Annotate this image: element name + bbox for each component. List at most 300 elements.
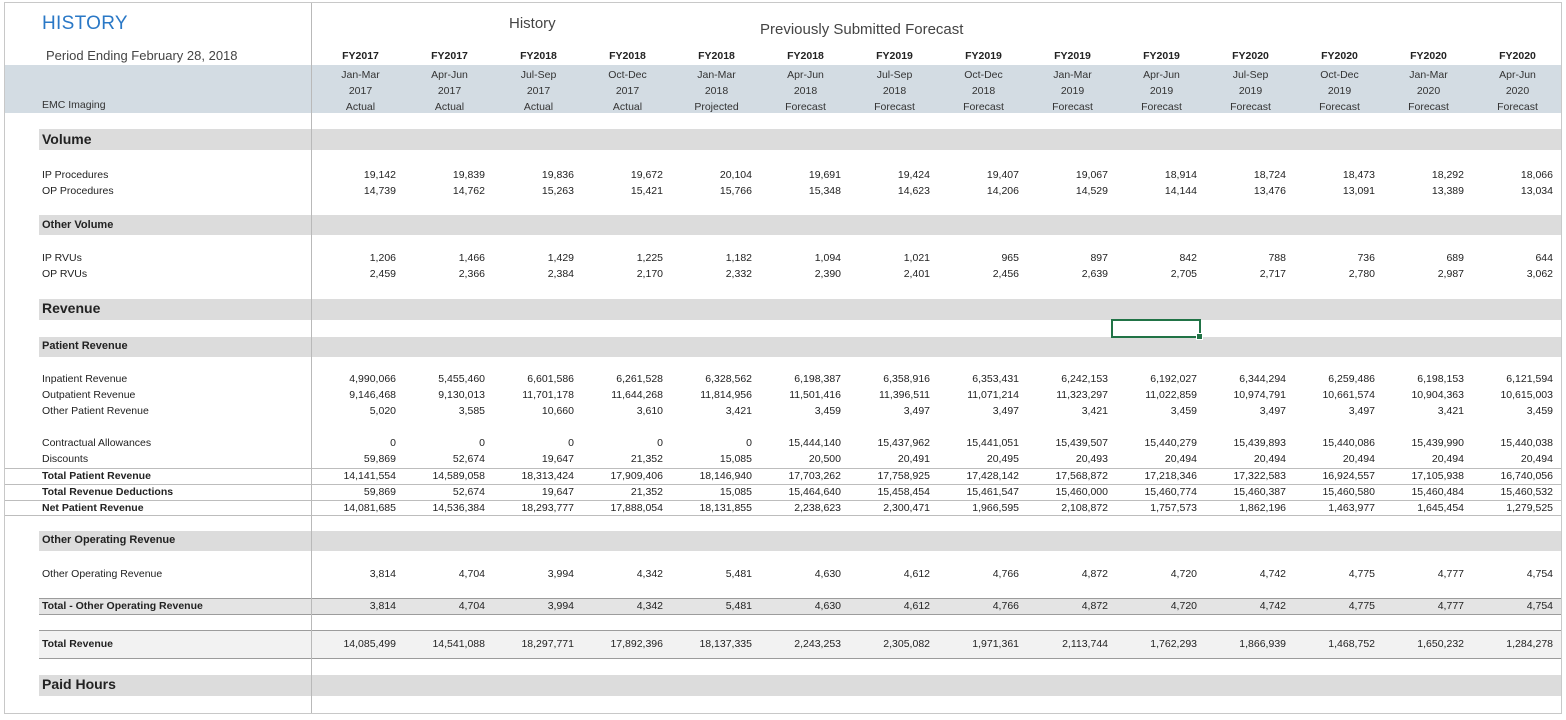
cell-value[interactable]: 3,497 — [903, 405, 930, 417]
cell-value[interactable]: 3,459 — [1170, 405, 1197, 417]
frozen-pane-divider — [311, 3, 312, 713]
cell-value[interactable]: 2,238,623 — [794, 502, 841, 514]
cell-value[interactable]: 19,647 — [541, 453, 574, 465]
cell-value[interactable]: 1,866,939 — [1239, 638, 1286, 650]
cell-value[interactable]: 21,352 — [630, 486, 663, 498]
cell-value[interactable]: 17,892,396 — [610, 638, 663, 650]
cell-value[interactable]: 3,497 — [1259, 405, 1286, 417]
cell-value[interactable]: 736 — [1357, 252, 1375, 264]
cell-value[interactable]: 19,142 — [363, 169, 396, 181]
cell-value[interactable]: 14,536,384 — [432, 502, 485, 514]
row-label: Inpatient Revenue — [42, 373, 128, 385]
cell-value[interactable]: 15,439,507 — [1055, 437, 1108, 449]
cell-value[interactable]: 6,344,294 — [1239, 373, 1286, 385]
cell-value[interactable]: 11,701,178 — [522, 389, 574, 401]
row-other-patient-revenue[interactable] — [5, 404, 1561, 420]
cell-value[interactable]: 2,401 — [903, 268, 930, 280]
cell-value[interactable]: 15,421 — [630, 185, 663, 197]
cell-value[interactable]: 15,460,387 — [1233, 486, 1286, 498]
cell-value[interactable]: 4,342 — [636, 568, 663, 580]
cell-value[interactable]: 6,242,153 — [1061, 373, 1108, 385]
cell-value[interactable]: 4,872 — [1081, 568, 1108, 580]
cell-value[interactable]: 20,494 — [1520, 453, 1553, 465]
column-header[interactable] — [1117, 65, 1206, 113]
cell-value[interactable]: 4,742 — [1259, 600, 1286, 612]
cell-value[interactable]: 6,192,027 — [1150, 373, 1197, 385]
cell-value[interactable]: 21,352 — [630, 453, 663, 465]
section-band-other-operating-revenue — [39, 531, 1561, 551]
cell-value[interactable]: 20,494 — [1431, 453, 1464, 465]
cell-value[interactable]: 15,441,051 — [966, 437, 1019, 449]
column-header-year: 2020 — [1416, 85, 1441, 97]
cell-value[interactable]: 3,814 — [369, 600, 396, 612]
row-label: Total Revenue Deductions — [42, 486, 174, 498]
cell-value[interactable]: 15,460,484 — [1411, 486, 1464, 498]
cell-value[interactable]: 4,720 — [1170, 568, 1197, 580]
cell-value[interactable]: 4,766 — [992, 600, 1019, 612]
cell-value[interactable]: 1,862,196 — [1239, 502, 1286, 514]
column-header-year: 2020 — [1505, 85, 1530, 97]
column-header-range: Oct-Dec — [964, 69, 1003, 81]
cell-value[interactable]: 897 — [1090, 252, 1108, 264]
cell-value[interactable]: 2,987 — [1437, 268, 1464, 280]
cell-value[interactable]: 1,094 — [814, 252, 841, 264]
cell-value[interactable]: 1,429 — [547, 252, 574, 264]
cell-value[interactable]: 11,396,511 — [879, 389, 930, 401]
column-header-range: Apr-Jun — [431, 69, 468, 81]
column-header-year: 2018 — [793, 85, 818, 97]
cell-value[interactable]: 18,313,424 — [521, 470, 574, 482]
cell-value[interactable]: 2,384 — [547, 268, 574, 280]
cell-value[interactable]: 5,481 — [725, 600, 752, 612]
cell-value[interactable]: 4,754 — [1526, 568, 1553, 580]
column-header[interactable] — [850, 65, 939, 113]
cell-value[interactable]: 14,081,685 — [343, 502, 396, 514]
column-header-year: 2019 — [1327, 85, 1352, 97]
cell-value[interactable]: 4,775 — [1348, 568, 1375, 580]
cell-value[interactable]: 4,630 — [814, 600, 841, 612]
row-label: Total Revenue — [42, 638, 113, 650]
cell-value[interactable]: 6,358,916 — [883, 373, 930, 385]
row-net-patient-revenue[interactable] — [5, 500, 1561, 516]
section-revenue: Revenue — [42, 300, 101, 316]
cell-value[interactable]: 1,021 — [903, 252, 930, 264]
cell-value[interactable]: 2,639 — [1081, 268, 1108, 280]
cell-value[interactable]: 13,389 — [1431, 185, 1464, 197]
column-fy-label: FY2019 — [1054, 50, 1091, 62]
cell-value[interactable]: 0 — [390, 437, 396, 449]
cell-value[interactable]: 15,440,038 — [1500, 437, 1553, 449]
cell-value[interactable]: 10,660 — [541, 405, 574, 417]
row-label: Contractual Allowances — [42, 437, 152, 449]
cell-value[interactable]: 19,836 — [541, 169, 574, 181]
cell-value[interactable]: 11,022,859 — [1145, 389, 1197, 401]
column-header[interactable] — [1295, 65, 1384, 113]
cell-value[interactable]: 13,476 — [1253, 185, 1286, 197]
column-fy-label: FY2018 — [520, 50, 557, 62]
column-header-type: Projected — [694, 101, 739, 113]
cell-value[interactable]: 17,428,142 — [966, 470, 1019, 482]
column-header-year: 2019 — [1149, 85, 1174, 97]
cell-value[interactable]: 17,322,583 — [1233, 470, 1286, 482]
cell-value[interactable]: 10,615,003 — [1500, 389, 1553, 401]
cell-value[interactable]: 15,464,640 — [788, 486, 841, 498]
cell-value[interactable]: 4,342 — [636, 600, 663, 612]
row-contractual-allowances[interactable] — [5, 436, 1561, 452]
cell-value[interactable]: 6,328,562 — [705, 373, 752, 385]
section-patient-revenue: Patient Revenue — [42, 340, 128, 352]
cell-value[interactable]: 19,839 — [452, 169, 485, 181]
column-fy-label: FY2019 — [965, 50, 1002, 62]
cell-value[interactable]: 14,589,058 — [432, 470, 485, 482]
cell-value[interactable]: 4,872 — [1081, 600, 1108, 612]
cell-value[interactable]: 10,661,574 — [1322, 389, 1375, 401]
cell-value[interactable]: 9,130,013 — [438, 389, 485, 401]
cell-value[interactable]: 17,888,054 — [610, 502, 663, 514]
cell-value[interactable]: 2,108,872 — [1061, 502, 1108, 514]
cell-value[interactable]: 0 — [657, 437, 663, 449]
row-other-operating-revenue[interactable] — [5, 567, 1561, 583]
cell-value[interactable]: 15,460,000 — [1055, 486, 1108, 498]
section-band-other-volume — [39, 215, 1561, 235]
cell-value[interactable]: 11,814,956 — [700, 389, 752, 401]
cell-value[interactable]: 20,493 — [1075, 453, 1108, 465]
column-header[interactable] — [1028, 65, 1117, 113]
cell-value[interactable]: 20,494 — [1342, 453, 1375, 465]
row-label: IP Procedures — [42, 169, 109, 181]
column-header[interactable] — [1473, 65, 1562, 113]
cell-value[interactable]: 14,529 — [1075, 185, 1108, 197]
entity-label: EMC Imaging — [42, 99, 106, 111]
cell-value[interactable]: 59,869 — [363, 486, 396, 498]
column-fy-label: FY2019 — [876, 50, 913, 62]
cell-value[interactable]: 1,182 — [725, 252, 752, 264]
column-header[interactable] — [583, 65, 672, 113]
cell-value[interactable]: 5,020 — [369, 405, 396, 417]
cell-value[interactable]: 20,494 — [1164, 453, 1197, 465]
cell-value[interactable]: 15,461,547 — [966, 486, 1019, 498]
cell-value[interactable]: 4,742 — [1259, 568, 1286, 580]
column-header-year: 2019 — [1238, 85, 1263, 97]
cell-value[interactable]: 13,091 — [1342, 185, 1375, 197]
column-header-type: Actual — [612, 101, 643, 113]
cell-value[interactable]: 788 — [1268, 252, 1286, 264]
cell-value[interactable]: 2,170 — [636, 268, 663, 280]
cell-value[interactable]: 1,762,293 — [1150, 638, 1197, 650]
cell-value[interactable]: 4,766 — [992, 568, 1019, 580]
column-fy-label: FY2020 — [1410, 50, 1447, 62]
cell-value[interactable]: 5,481 — [725, 568, 752, 580]
cell-value[interactable]: 17,218,346 — [1144, 470, 1197, 482]
column-header-range: Jul-Sep — [520, 69, 557, 81]
cell-value[interactable]: 1,468,752 — [1328, 638, 1375, 650]
cell-value[interactable]: 11,071,214 — [967, 389, 1019, 401]
cell-value[interactable]: 2,366 — [458, 268, 485, 280]
selected-cell[interactable] — [1111, 319, 1201, 338]
cell-value[interactable]: 3,497 — [992, 405, 1019, 417]
cell-value[interactable]: 17,703,262 — [788, 470, 841, 482]
cell-value[interactable]: 15,263 — [541, 185, 574, 197]
cell-value[interactable]: 6,198,153 — [1417, 373, 1464, 385]
column-header-type: Actual — [523, 101, 554, 113]
forecast-group-label: Previously Submitted Forecast — [760, 21, 964, 38]
column-header[interactable] — [494, 65, 583, 113]
cell-value[interactable]: 18,131,855 — [699, 502, 752, 514]
cell-value[interactable]: 19,407 — [986, 169, 1019, 181]
cell-value[interactable]: 2,305,082 — [883, 638, 930, 650]
cell-value[interactable]: 1,645,454 — [1417, 502, 1464, 514]
cell-value[interactable]: 6,353,431 — [972, 373, 1019, 385]
cell-value[interactable]: 17,909,406 — [610, 470, 663, 482]
cell-value[interactable]: 3,585 — [458, 405, 485, 417]
cell-value[interactable]: 6,261,528 — [616, 373, 663, 385]
cell-value[interactable]: 644 — [1535, 252, 1553, 264]
column-header-type: Forecast — [963, 101, 1004, 113]
column-header[interactable] — [672, 65, 761, 113]
cell-value[interactable]: 20,104 — [719, 169, 752, 181]
cell-value[interactable]: 19,067 — [1075, 169, 1108, 181]
cell-value[interactable]: 19,672 — [630, 169, 663, 181]
cell-value[interactable]: 15,458,454 — [877, 486, 930, 498]
page-title: HISTORY — [42, 13, 128, 34]
row-label: IP RVUs — [42, 252, 82, 264]
cell-value[interactable]: 15,439,893 — [1233, 437, 1286, 449]
cell-value[interactable]: 1,206 — [369, 252, 396, 264]
cell-value[interactable]: 1,225 — [636, 252, 663, 264]
cell-value[interactable]: 4,777 — [1437, 600, 1464, 612]
cell-value[interactable]: 19,424 — [897, 169, 930, 181]
column-header-type: Forecast — [1052, 101, 1093, 113]
column-header-range: Jan-Mar — [1409, 69, 1448, 81]
row-op-procedures[interactable] — [5, 184, 1561, 200]
cell-value[interactable]: 3,610 — [636, 405, 663, 417]
cell-value[interactable]: 2,300,471 — [883, 502, 930, 514]
cell-value[interactable]: 18,297,771 — [521, 638, 574, 650]
column-header-range: Jan-Mar — [341, 69, 380, 81]
cell-value[interactable]: 14,623 — [897, 185, 930, 197]
cell-value[interactable]: 4,704 — [458, 600, 485, 612]
cell-value[interactable]: 15,085 — [719, 453, 752, 465]
cell-value[interactable]: 4,990,066 — [349, 373, 396, 385]
cell-value[interactable]: 1,966,595 — [972, 502, 1019, 514]
cell-value[interactable]: 17,568,872 — [1055, 470, 1108, 482]
cell-value[interactable]: 10,974,791 — [1233, 389, 1286, 401]
cell-value[interactable]: 1,284,278 — [1506, 638, 1553, 650]
row-inpatient-revenue[interactable] — [5, 372, 1561, 388]
cell-value[interactable]: 9,146,468 — [349, 389, 396, 401]
row-label: Other Patient Revenue — [42, 405, 149, 417]
cell-value[interactable]: 17,105,938 — [1411, 470, 1464, 482]
cell-value[interactable]: 16,740,056 — [1500, 470, 1553, 482]
cell-value[interactable]: 10,904,363 — [1411, 389, 1464, 401]
cell-value[interactable]: 14,141,554 — [343, 470, 396, 482]
cell-value[interactable]: 19,647 — [541, 486, 574, 498]
cell-value[interactable]: 3,814 — [369, 568, 396, 580]
section-other-operating-revenue: Other Operating Revenue — [42, 534, 176, 546]
column-header[interactable] — [1206, 65, 1295, 113]
cell-value[interactable]: 1,971,361 — [972, 638, 1019, 650]
row-total-patient-revenue[interactable] — [5, 468, 1561, 484]
cell-value[interactable]: 689 — [1446, 252, 1464, 264]
cell-value[interactable]: 3,421 — [725, 405, 752, 417]
cell-value[interactable]: 15,348 — [808, 185, 841, 197]
column-header[interactable] — [316, 65, 405, 113]
cell-value[interactable]: 14,739 — [363, 185, 396, 197]
column-header-type: Forecast — [1230, 101, 1271, 113]
cell-value[interactable]: 0 — [479, 437, 485, 449]
cell-value[interactable]: 15,460,580 — [1322, 486, 1375, 498]
cell-value[interactable]: 3,994 — [547, 568, 574, 580]
cell-value[interactable]: 2,459 — [369, 268, 396, 280]
period-label: Period Ending February 28, 2018 — [46, 48, 238, 63]
cell-value[interactable]: 4,754 — [1526, 600, 1553, 612]
cell-value[interactable]: 11,323,297 — [1056, 389, 1108, 401]
row-total-revenue-deductions[interactable] — [5, 484, 1561, 500]
cell-value[interactable]: 18,137,335 — [699, 638, 752, 650]
column-header-type: Forecast — [874, 101, 915, 113]
cell-value[interactable]: 14,206 — [986, 185, 1019, 197]
cell-value[interactable]: 59,869 — [363, 453, 396, 465]
row-discounts[interactable] — [5, 452, 1561, 468]
cell-value[interactable]: 2,113,744 — [1062, 638, 1108, 650]
cell-value[interactable]: 3,994 — [547, 600, 574, 612]
cell-value[interactable]: 18,292 — [1431, 169, 1464, 181]
cell-value[interactable]: 18,473 — [1342, 169, 1375, 181]
cell-value[interactable]: 13,034 — [1520, 185, 1553, 197]
cell-value[interactable]: 1,757,573 — [1150, 502, 1197, 514]
row-label: Net Patient Revenue — [42, 502, 144, 514]
cell-value[interactable]: 6,121,594 — [1506, 373, 1553, 385]
cell-value[interactable]: 6,601,586 — [527, 373, 574, 385]
column-fy-label: FY2017 — [431, 50, 468, 62]
column-fy-label: FY2018 — [609, 50, 646, 62]
cell-value[interactable]: 3,421 — [1437, 405, 1464, 417]
cell-value[interactable]: 15,444,140 — [788, 437, 841, 449]
column-fy-label: FY2017 — [342, 50, 379, 62]
cell-value[interactable]: 2,332 — [725, 268, 752, 280]
row-total-revenue[interactable] — [5, 637, 1561, 653]
cell-value[interactable]: 14,541,088 — [432, 638, 485, 650]
cell-value[interactable]: 19,691 — [808, 169, 841, 181]
column-header[interactable] — [939, 65, 1028, 113]
row-total-other-operating-revenue[interactable] — [5, 599, 1561, 615]
cell-value[interactable]: 14,085,499 — [343, 638, 396, 650]
column-header[interactable] — [405, 65, 494, 113]
cell-value[interactable]: 15,440,086 — [1322, 437, 1375, 449]
cell-value[interactable]: 20,491 — [897, 453, 930, 465]
cell-value[interactable]: 18,724 — [1253, 169, 1286, 181]
cell-value[interactable]: 15,460,532 — [1500, 486, 1553, 498]
row-label: Outpatient Revenue — [42, 389, 136, 401]
cell-value[interactable]: 16,924,557 — [1322, 470, 1375, 482]
cell-value[interactable]: 4,612 — [903, 600, 930, 612]
column-header[interactable] — [761, 65, 850, 113]
cell-value[interactable]: 20,500 — [808, 453, 841, 465]
cell-value[interactable]: 6,259,486 — [1328, 373, 1375, 385]
cell-value[interactable]: 17,758,925 — [877, 470, 930, 482]
cell-value[interactable]: 15,439,990 — [1411, 437, 1464, 449]
cell-value[interactable]: 15,460,774 — [1144, 486, 1197, 498]
cell-value[interactable]: 1,650,232 — [1417, 638, 1464, 650]
column-header-range: Jul-Sep — [876, 69, 913, 81]
cell-value[interactable]: 15,437,962 — [877, 437, 930, 449]
column-header-type: Forecast — [1497, 101, 1538, 113]
cell-value[interactable]: 20,494 — [1253, 453, 1286, 465]
column-header-year: 2018 — [704, 85, 729, 97]
cell-value[interactable]: 15,085 — [719, 486, 752, 498]
cell-value[interactable]: 52,674 — [452, 486, 485, 498]
cell-value[interactable]: 3,459 — [1526, 405, 1553, 417]
cell-value[interactable]: 4,704 — [458, 568, 485, 580]
row-outpatient-revenue[interactable] — [5, 388, 1561, 404]
cell-value[interactable]: 4,775 — [1348, 600, 1375, 612]
cell-value[interactable]: 2,390 — [814, 268, 841, 280]
cell-value[interactable]: 18,146,940 — [699, 470, 752, 482]
cell-value[interactable]: 2,780 — [1348, 268, 1375, 280]
cell-value[interactable]: 1,466 — [458, 252, 485, 264]
history-group-label: History — [509, 15, 556, 32]
cell-value[interactable]: 14,762 — [452, 185, 485, 197]
column-header-year: 2018 — [971, 85, 996, 97]
cell-value[interactable]: 2,705 — [1170, 268, 1197, 280]
section-band-patient-revenue — [39, 337, 1561, 357]
column-header-range: Jan-Mar — [1053, 69, 1092, 81]
cell-value[interactable]: 18,066 — [1520, 169, 1553, 181]
cell-value[interactable]: 4,720 — [1170, 600, 1197, 612]
cell-value[interactable]: 11,644,268 — [611, 389, 663, 401]
cell-value[interactable]: 1,279,525 — [1506, 502, 1553, 514]
cell-value[interactable]: 5,455,460 — [438, 373, 485, 385]
cell-value[interactable]: 3,421 — [1081, 405, 1108, 417]
row-label: Total - Other Operating Revenue — [42, 600, 203, 612]
column-header-type: Forecast — [1141, 101, 1182, 113]
cell-value[interactable]: 4,612 — [903, 568, 930, 580]
column-fy-label: FY2018 — [787, 50, 824, 62]
cell-value[interactable]: 15,766 — [719, 185, 752, 197]
cell-value[interactable]: 2,717 — [1259, 268, 1286, 280]
column-fy-label: FY2019 — [1143, 50, 1180, 62]
cell-value[interactable]: 3,062 — [1526, 268, 1553, 280]
cell-value[interactable]: 842 — [1179, 252, 1197, 264]
cell-value[interactable]: 11,501,416 — [789, 389, 841, 401]
column-header-type: Actual — [345, 101, 376, 113]
column-header[interactable] — [1384, 65, 1473, 113]
cell-value[interactable]: 52,674 — [452, 453, 485, 465]
row-ip-rvus[interactable] — [5, 251, 1561, 267]
row-ip-procedures[interactable] — [5, 168, 1561, 184]
row-op-rvus[interactable] — [5, 267, 1561, 283]
column-header-range: Jan-Mar — [697, 69, 736, 81]
cell-value[interactable]: 2,243,253 — [794, 638, 841, 650]
column-header-type: Forecast — [785, 101, 826, 113]
cell-value[interactable]: 1,463,977 — [1328, 502, 1375, 514]
cell-value[interactable]: 18,293,777 — [521, 502, 574, 514]
cell-value[interactable]: 965 — [1001, 252, 1019, 264]
cell-value[interactable]: 18,914 — [1164, 169, 1197, 181]
cell-value[interactable]: 2,456 — [992, 268, 1019, 280]
cell-value[interactable]: 6,198,387 — [794, 373, 841, 385]
cell-value[interactable]: 15,440,279 — [1144, 437, 1197, 449]
cell-value[interactable]: 14,144 — [1164, 185, 1197, 197]
cell-value[interactable]: 3,459 — [814, 405, 841, 417]
cell-value[interactable]: 4,630 — [814, 568, 841, 580]
section-other-volume: Other Volume — [42, 219, 114, 231]
cell-value[interactable]: 0 — [568, 437, 574, 449]
cell-value[interactable]: 0 — [746, 437, 752, 449]
cell-value[interactable]: 20,495 — [986, 453, 1019, 465]
cell-value[interactable]: 4,777 — [1437, 568, 1464, 580]
cell-value[interactable]: 3,497 — [1348, 405, 1375, 417]
